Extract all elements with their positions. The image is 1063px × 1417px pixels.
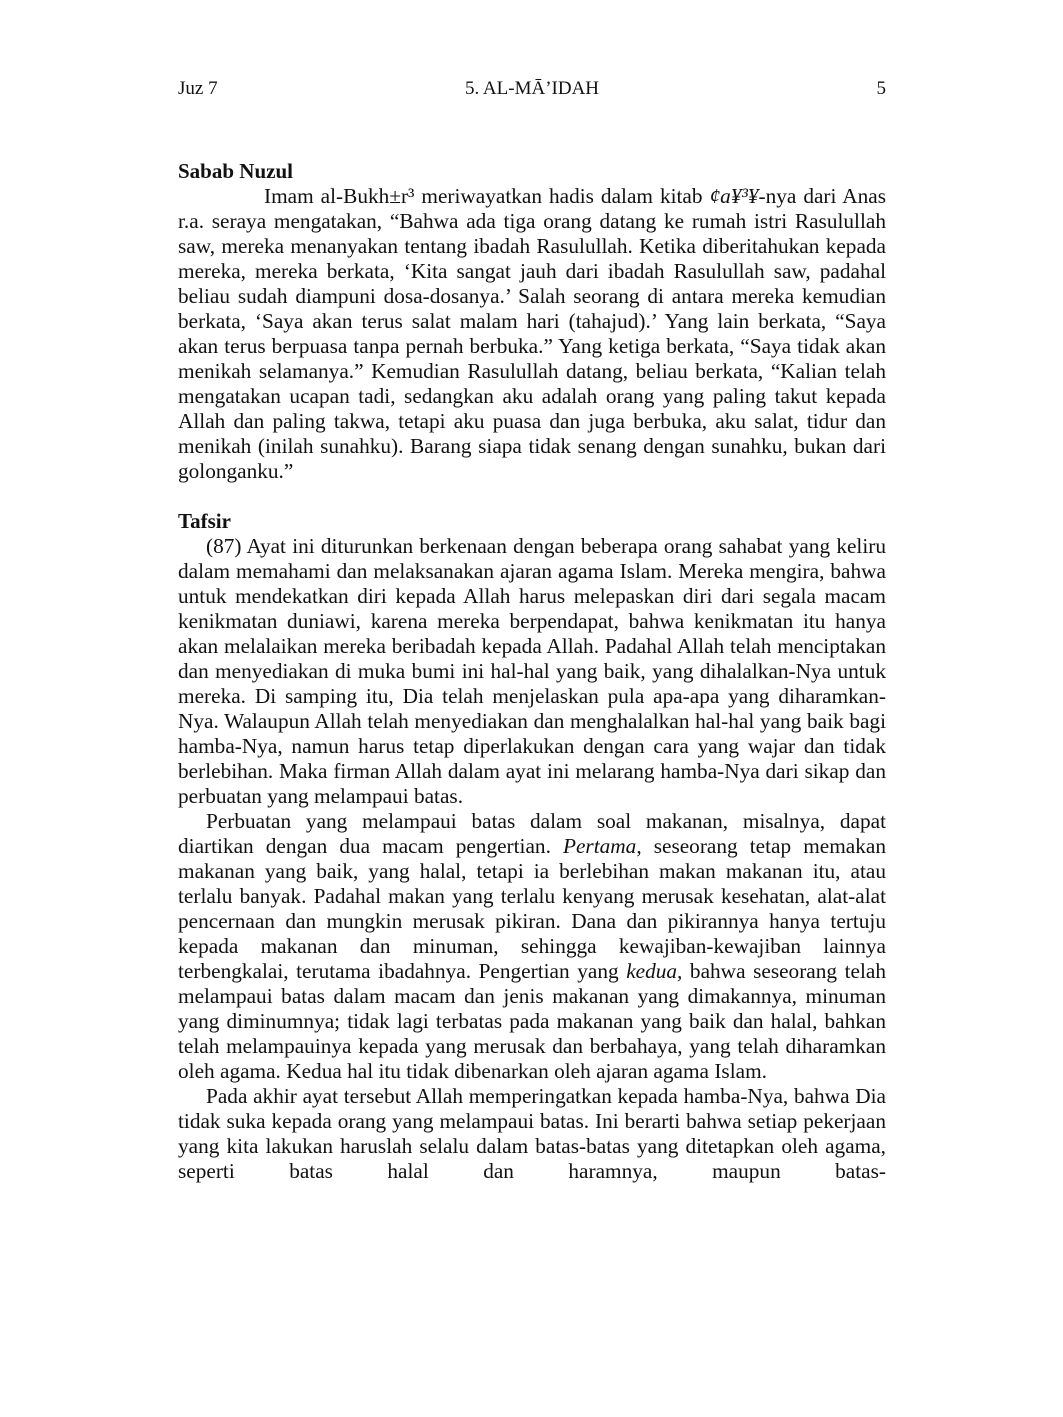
tafsir-paragraph-3: Pada akhir ayat tersebut Allah memperingatkan kepada hamba-Nya, bahwa Dia tidak suka kepada orang yang melampaui batas. Ini berarti bahwa setiap pekerjaan yang kita lakukan haruslah selalu dalam batas-batas yang ditetapkan oleh agama, seperti batas halal dan haramnya, maupun batas- [178, 1084, 886, 1183]
tafsir-paragraph-2 [178, 809, 886, 1084]
surah-title: 5. AL-MĀ’IDAH [464, 78, 600, 99]
running-header [178, 76, 886, 102]
sabab-text-b: -nya dari Anas r.a. seraya mengatakan, “Bahwa ada tiga orang datang ke rumah istri Rasulullah saw, mereka menanyakan tentang ibadah Rasulullah. Ketika diberitahukan kepada mereka, mereka berkata, ‘Kita sangat jauh dari ibadah Rasulullah saw, padahal beliau sudah diampuni dosa-dosanya.’ Salah seorang di antara mereka kemudian berkata, ‘Saya akan terus salat malam hari (tahajud).’ Yang lain berkata, “Saya akan terus berpuasa tanpa pernah berbuka.” Yang ketiga berkata, “Saya tidak akan menikah selamanya.” Kemudian Rasulullah datang, beliau berkata, “Kalian telah mengatakan ucapan tadi, sedangkan aku adalah orang yang paling takut kepada Allah dan paling takwa, tetapi aku puasa dan juga berbuka, aku salat, tidur dan menikah (inilah sunahku). Barang siapa tidak senang dengan sunahku, bukan dari golonganku.” [178, 184, 886, 483]
sabab-text-a: Imam al-Bukh±r³ meriwayatkan hadis dalam kitab [264, 184, 710, 208]
tafsir-p2-text-a: Perbuatan yang melampaui batas dalam soal makanan, misalnya, dapat diartikan dengan dua macam pengertian. [178, 809, 886, 858]
sabab-italic-term: ¢a¥³¥ [709, 184, 759, 208]
page-number: 5 [876, 78, 886, 99]
tafsir-p2-text-b: , seseorang tetap memakan makanan yang baik, yang halal, tetapi ia berlebihan makan makanan itu, atau terlalu banyak. Padahal makan yang terlalu kenyang merusak kesehatan, alat-alat pencernaan dan mungkin merusak pikiran. Dana dan pikirannya hanya tertuju kepada makanan dan minuman, sehingga kewajiban-kewajiban lainnya terbengkalai, terutama ibadahnya. Pengertian yang [178, 834, 886, 983]
tafsir-p2-italic-pertama: Pertama [562, 834, 637, 858]
juz-label: Juz 7 [178, 78, 218, 99]
book-page [178, 76, 886, 1184]
tafsir-p2-text-c: bahwa seseorang telah melampaui batas dalam macam dan jenis makanan yang dimakannya, minuman yang diminumnya; tidak lagi terbatas pada makanan yang baik dan halal, bahkan telah melampauinya kepada yang merusak dan berbahaya, yang telah diharamkan oleh agama. Kedua hal itu tidak dibenarkan oleh ajaran agama Islam. [178, 959, 886, 1083]
sabab-nuzul-heading: Sabab Nuzul [178, 159, 293, 183]
tafsir-heading: Tafsir [178, 509, 231, 533]
sabab-nuzul-paragraph [178, 184, 886, 484]
tafsir-p2-italic-kedua: kedua, [626, 959, 683, 983]
tafsir-paragraph-1: (87) Ayat ini diturunkan berkenaan dengan beberapa orang sahabat yang keliru dalam memahami dan melaksanakan ajaran agama Islam. Mereka mengira, bahwa untuk mendekatkan diri kepada Allah harus melepaskan diri dari segala macam kenikmatan duniawi, karena mereka berpendapat, bahwa kenikmatan itu hanya akan melalaikan mereka beribadah kepada Allah. Padahal Allah telah menciptakan dan menyediakan di muka bumi ini hal-hal yang baik, yang dihalalkan-Nya untuk mereka. Di samping itu, Dia telah menjelaskan pula apa-apa yang diharamkan-Nya. Walaupun Allah telah menyediakan dan menghalalkan hal-hal yang baik bagi hamba-Nya, namun harus tetap diperlakukan dengan cara yang wajar dan tidak berlebihan. Maka firman Allah dalam ayat ini melarang hamba-Nya dari sikap dan perbuatan yang melampaui batas. [178, 534, 886, 808]
